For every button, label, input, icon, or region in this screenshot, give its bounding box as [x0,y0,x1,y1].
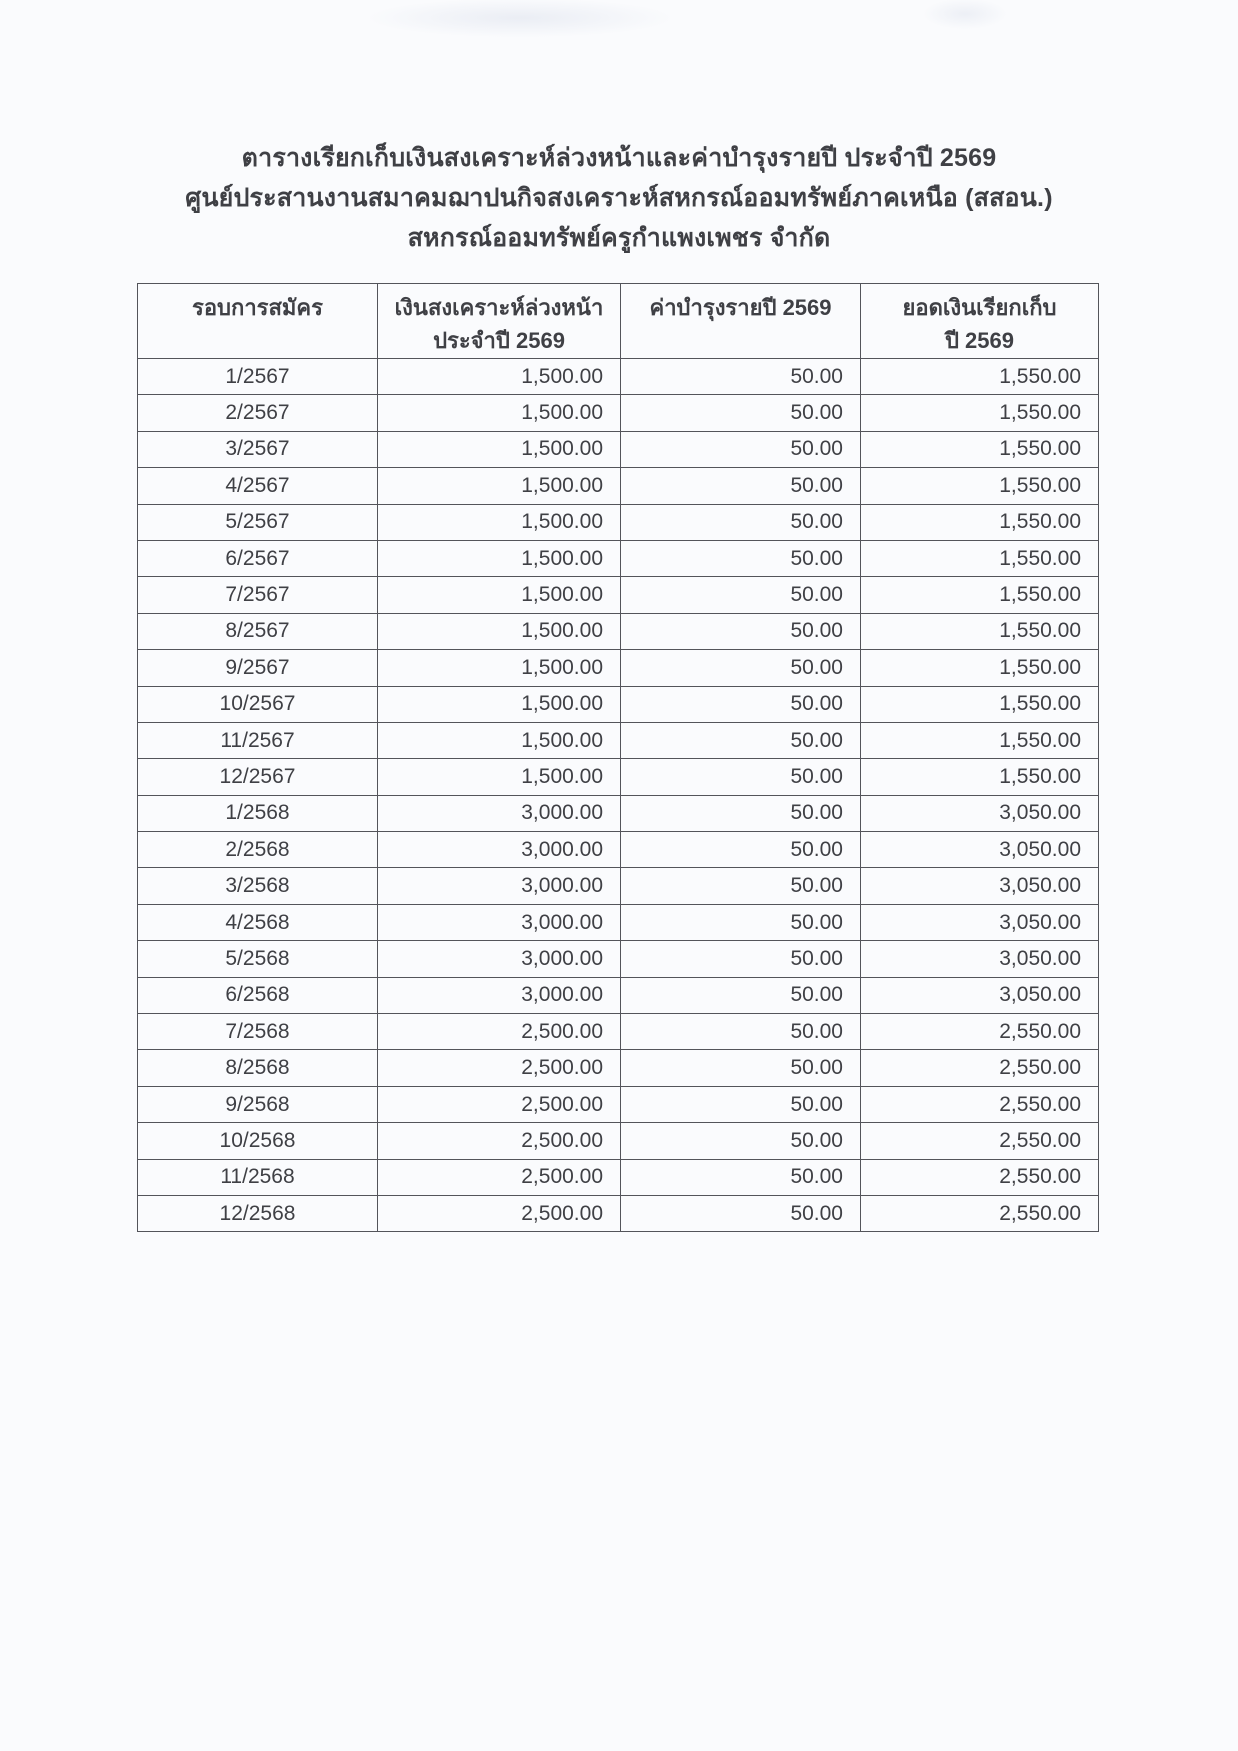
cell-advance-contribution: 1,500.00 [378,759,621,795]
cell-advance-contribution: 1,500.00 [378,686,621,722]
header-row [138,284,1099,359]
table-row [138,904,1099,940]
cell-advance-contribution: 2,500.00 [378,1123,621,1159]
cell-annual-fee: 50.00 [621,1014,861,1050]
cell-total-collected: 2,550.00 [861,1014,1099,1050]
cell-annual-fee: 50.00 [621,577,861,613]
cell-total-collected: 2,550.00 [861,1195,1099,1231]
cell-application-round: 10/2568 [138,1123,378,1159]
header-total-collected-line2: ปี 2569 [944,328,1015,353]
table-row [138,1195,1099,1231]
cell-total-collected: 1,550.00 [861,395,1099,431]
header-application-round-line2 [139,324,376,357]
table-row [138,941,1099,977]
table-row [138,359,1099,395]
cell-application-round: 10/2567 [138,686,378,722]
cell-advance-contribution: 1,500.00 [378,468,621,504]
cell-annual-fee: 50.00 [621,613,861,649]
cell-total-collected: 3,050.00 [861,904,1099,940]
document-title-line1: ตารางเรียกเก็บเงินสงเคราะห์ล่วงหน้าและค่าบำรุงรายปี ประจำปี 2569 [241,144,997,172]
table-row [138,650,1099,686]
cell-application-round: 7/2568 [138,1014,378,1050]
cell-application-round: 11/2568 [138,1159,378,1195]
cell-total-collected: 3,050.00 [861,977,1099,1013]
cell-application-round: 12/2568 [138,1195,378,1231]
cell-advance-contribution: 2,500.00 [378,1050,621,1086]
cell-total-collected: 3,050.00 [861,795,1099,831]
header-annual-fee [621,284,861,359]
cell-annual-fee: 50.00 [621,650,861,686]
table-row [138,868,1099,904]
cell-application-round: 3/2567 [138,431,378,467]
cell-advance-contribution: 2,500.00 [378,1086,621,1122]
cell-annual-fee: 50.00 [621,904,861,940]
cell-application-round: 11/2567 [138,722,378,758]
cell-advance-contribution: 1,500.00 [378,650,621,686]
cell-annual-fee: 50.00 [621,722,861,758]
cell-application-round: 12/2567 [138,759,378,795]
header-application-round-line1: รอบการสมัคร [192,295,323,320]
cell-annual-fee: 50.00 [621,977,861,1013]
cell-total-collected: 1,550.00 [861,431,1099,467]
cell-total-collected: 1,550.00 [861,722,1099,758]
document-header [0,138,1238,258]
cell-application-round: 2/2568 [138,832,378,868]
cell-advance-contribution: 3,000.00 [378,904,621,940]
cell-total-collected: 1,550.00 [861,650,1099,686]
cell-application-round: 4/2568 [138,904,378,940]
header-total-collected-line1: ยอดเงินเรียกเก็บ [902,295,1057,320]
cell-advance-contribution: 3,000.00 [378,832,621,868]
cell-advance-contribution: 1,500.00 [378,540,621,576]
cell-annual-fee: 50.00 [621,1086,861,1122]
cell-application-round: 8/2568 [138,1050,378,1086]
cell-advance-contribution: 3,000.00 [378,941,621,977]
table-row [138,759,1099,795]
cell-advance-contribution: 3,000.00 [378,868,621,904]
table-row [138,795,1099,831]
table-row [138,1050,1099,1086]
table-row [138,1014,1099,1050]
scan-smudge-artifact [0,0,1238,90]
cell-annual-fee: 50.00 [621,504,861,540]
header-advance-contribution [378,284,621,359]
fee-table-body [138,359,1099,1232]
cell-annual-fee: 50.00 [621,359,861,395]
table-row [138,431,1099,467]
cell-total-collected: 3,050.00 [861,832,1099,868]
cell-advance-contribution: 1,500.00 [378,359,621,395]
cell-application-round: 3/2568 [138,868,378,904]
table-row [138,395,1099,431]
cell-total-collected: 2,550.00 [861,1086,1099,1122]
cell-annual-fee: 50.00 [621,1123,861,1159]
cell-annual-fee: 50.00 [621,1050,861,1086]
cell-advance-contribution: 1,500.00 [378,577,621,613]
table-row [138,613,1099,649]
cell-total-collected: 3,050.00 [861,941,1099,977]
cell-annual-fee: 50.00 [621,832,861,868]
cell-advance-contribution: 2,500.00 [378,1195,621,1231]
document-title-line3: สหกรณ์ออมทรัพย์ครูกำแพงเพชร จำกัด [407,224,831,252]
table-row [138,540,1099,576]
cell-application-round: 5/2567 [138,504,378,540]
cell-advance-contribution: 1,500.00 [378,431,621,467]
cell-annual-fee: 50.00 [621,468,861,504]
cell-total-collected: 2,550.00 [861,1123,1099,1159]
cell-advance-contribution: 3,000.00 [378,795,621,831]
cell-total-collected: 1,550.00 [861,686,1099,722]
table-row [138,1123,1099,1159]
table-row [138,504,1099,540]
fee-collection-table [137,283,1099,1232]
cell-application-round: 4/2567 [138,468,378,504]
cell-total-collected: 1,550.00 [861,759,1099,795]
cell-application-round: 9/2567 [138,650,378,686]
cell-application-round: 6/2568 [138,977,378,1013]
cell-annual-fee: 50.00 [621,941,861,977]
cell-annual-fee: 50.00 [621,759,861,795]
cell-advance-contribution: 1,500.00 [378,722,621,758]
fee-table-head [138,284,1099,359]
cell-application-round: 1/2568 [138,795,378,831]
cell-total-collected: 2,550.00 [861,1159,1099,1195]
table-row [138,686,1099,722]
table-row [138,1159,1099,1195]
header-total-collected [861,284,1099,359]
header-advance-contribution-line2: ประจำปี 2569 [433,328,565,353]
cell-application-round: 9/2568 [138,1086,378,1122]
cell-application-round: 1/2567 [138,359,378,395]
table-row [138,832,1099,868]
cell-annual-fee: 50.00 [621,868,861,904]
cell-total-collected: 1,550.00 [861,468,1099,504]
cell-annual-fee: 50.00 [621,686,861,722]
cell-application-round: 5/2568 [138,941,378,977]
header-annual-fee-line2 [622,324,859,357]
cell-application-round: 7/2567 [138,577,378,613]
cell-annual-fee: 50.00 [621,395,861,431]
cell-application-round: 6/2567 [138,540,378,576]
cell-annual-fee: 50.00 [621,431,861,467]
cell-total-collected: 1,550.00 [861,359,1099,395]
header-annual-fee-line1: ค่าบำรุงรายปี 2569 [649,295,832,320]
cell-total-collected: 3,050.00 [861,868,1099,904]
cell-total-collected: 1,550.00 [861,504,1099,540]
cell-advance-contribution: 1,500.00 [378,395,621,431]
header-advance-contribution-line1: เงินสงเคราะห์ล่วงหน้า [394,295,604,320]
table-row [138,1086,1099,1122]
cell-total-collected: 1,550.00 [861,577,1099,613]
cell-annual-fee: 50.00 [621,1195,861,1231]
table-row [138,468,1099,504]
cell-annual-fee: 50.00 [621,795,861,831]
cell-total-collected: 1,550.00 [861,613,1099,649]
cell-annual-fee: 50.00 [621,1159,861,1195]
document-title-line2: ศูนย์ประสานงานสมาคมฌาปนกิจสงเคราะห์สหกรณ์ออมทรัพย์ภาคเหนือ (สสอน.) [185,184,1053,212]
cell-annual-fee: 50.00 [621,540,861,576]
cell-total-collected: 2,550.00 [861,1050,1099,1086]
cell-application-round: 2/2567 [138,395,378,431]
cell-advance-contribution: 3,000.00 [378,977,621,1013]
cell-total-collected: 1,550.00 [861,540,1099,576]
cell-advance-contribution: 2,500.00 [378,1014,621,1050]
cell-advance-contribution: 1,500.00 [378,613,621,649]
cell-application-round: 8/2567 [138,613,378,649]
header-application-round [138,284,378,359]
table-row [138,977,1099,1013]
table-row [138,722,1099,758]
table-row [138,577,1099,613]
cell-advance-contribution: 2,500.00 [378,1159,621,1195]
cell-advance-contribution: 1,500.00 [378,504,621,540]
